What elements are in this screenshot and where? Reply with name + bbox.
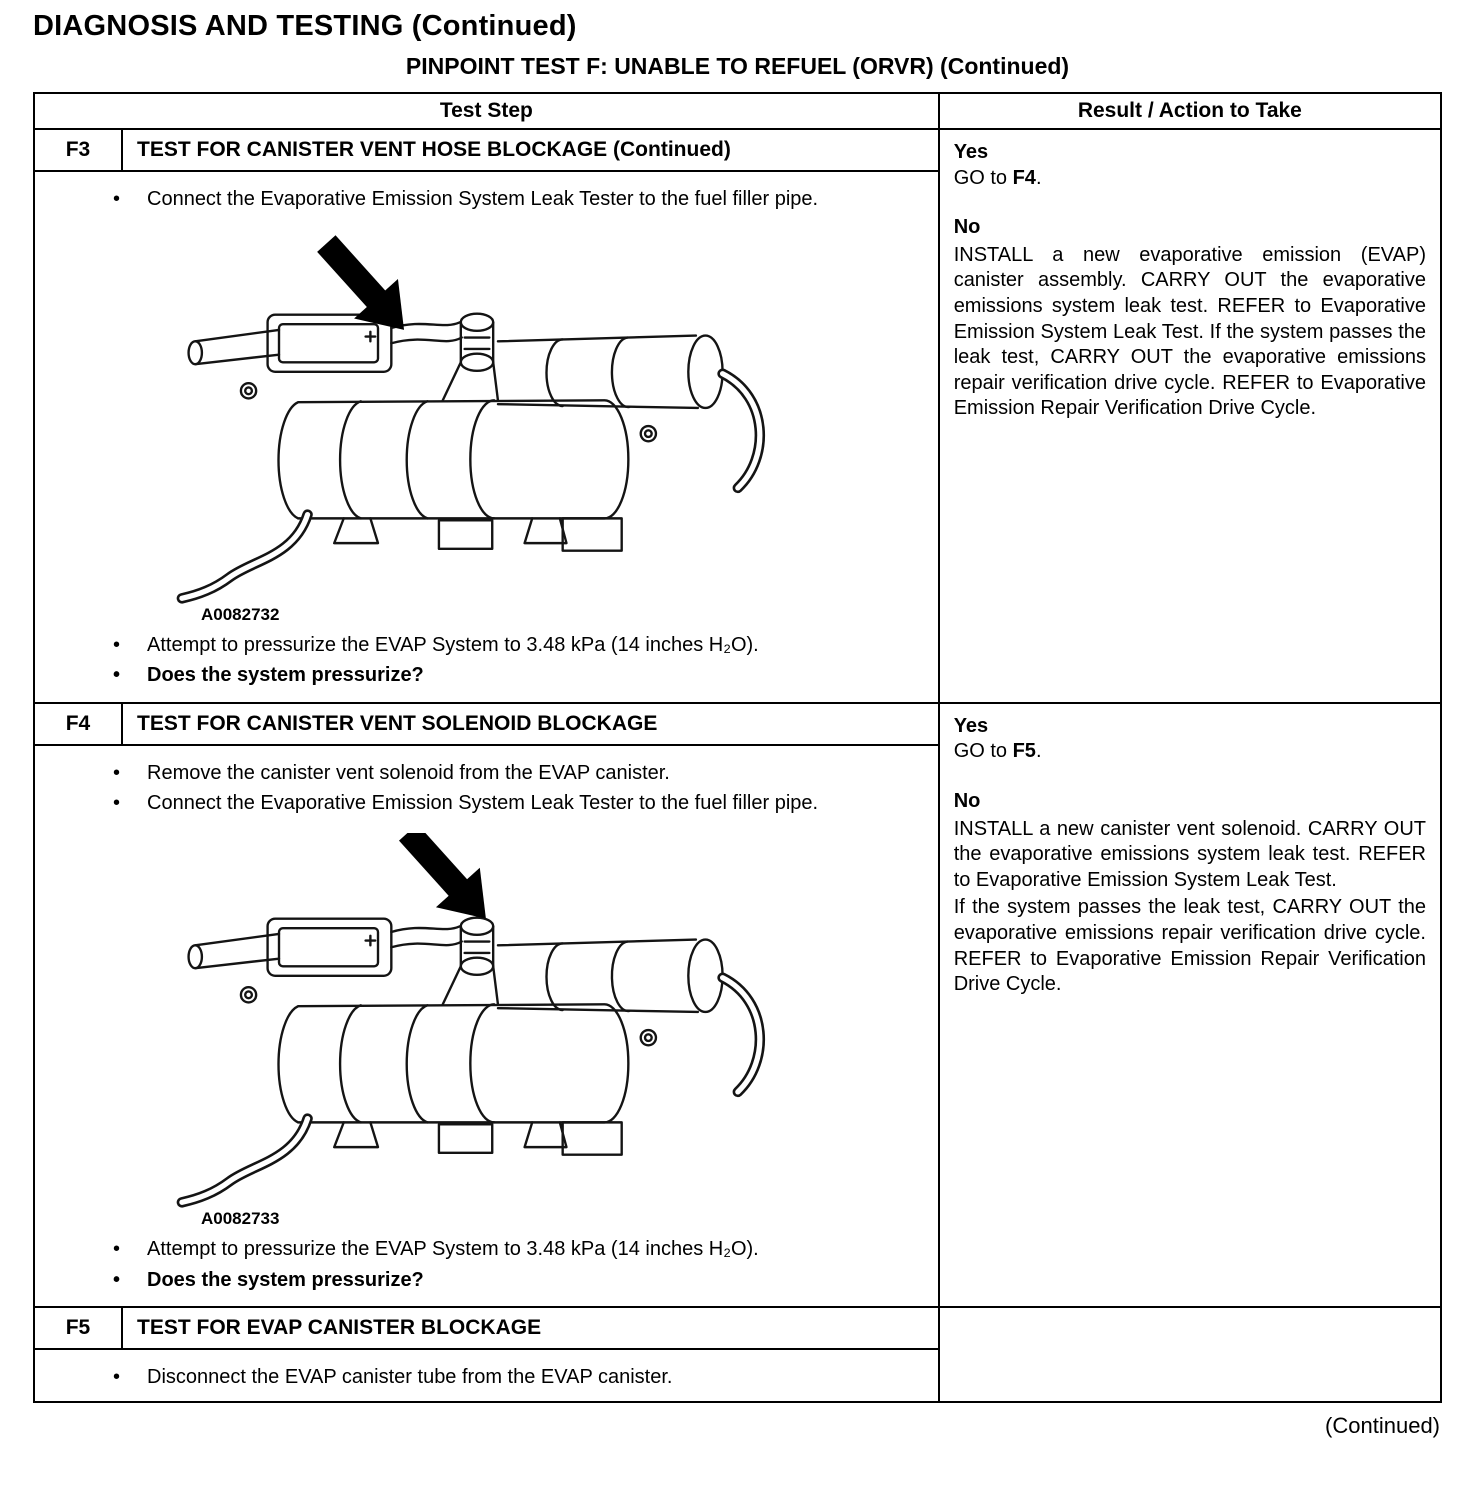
result-content xyxy=(954,714,1426,998)
result-no-label: No xyxy=(953,789,981,812)
column-header-result: Result / Action to Take xyxy=(939,93,1441,129)
bullet-item xyxy=(109,187,930,213)
step-f3-header-row xyxy=(34,129,1441,171)
bullet-text: Does the system pressurize? xyxy=(147,1268,424,1291)
result-no-label: No xyxy=(953,216,981,239)
step-f3-result-cell xyxy=(939,129,1441,703)
bullet-text: Remove the canister vent solenoid from the EVAP canister. xyxy=(147,761,670,784)
step-f3-body-cell xyxy=(34,171,939,703)
pinpoint-test-table xyxy=(33,92,1442,1403)
bullet-icon: • xyxy=(113,664,121,687)
figure-label: A0082732 xyxy=(201,604,280,624)
column-header-test-step: Test Step xyxy=(34,93,939,129)
result-yes-action xyxy=(954,166,1426,192)
bullet-text: Connect the Evaporative Emission System Leak Tester to the fuel filler pipe. xyxy=(147,792,819,815)
step-f5-body-cell xyxy=(34,1349,939,1402)
result-yes-label: Yes xyxy=(953,141,989,163)
pinpoint-test-subtitle: PINPOINT TEST F: UNABLE TO REFUEL (ORVR) (Continued) xyxy=(405,53,1070,79)
goto-suffix: . xyxy=(1035,740,1042,763)
step-title: TEST FOR CANISTER VENT HOSE BLOCKAGE (Continued) xyxy=(137,138,731,161)
step-id: F4 xyxy=(35,704,123,744)
result-no-action: INSTALL a new evaporative emission (EVAP) canister assembly. CARRY OUT the evaporative emissions system leak test. REFER to Evaporative Emission System Leak Test. If the system passes the leak test, CARRY OUT the evaporative emissions repair verification drive cycle. REFER to Evaporative Emission Repair Verification Drive Cycle. xyxy=(953,243,1426,420)
bullet-icon: • xyxy=(113,633,121,656)
step-header xyxy=(35,1308,938,1348)
result-content xyxy=(954,140,1426,422)
step-f4-header-row xyxy=(34,703,1441,745)
step-f4-header-cell xyxy=(34,703,939,745)
continued-note: (Continued) xyxy=(1325,1412,1440,1438)
result-yes-action xyxy=(954,739,1426,765)
step-header xyxy=(35,704,938,744)
step-title: TEST FOR EVAP CANISTER BLOCKAGE xyxy=(137,1316,542,1340)
step-f4-result-cell xyxy=(939,703,1441,1307)
bullet-text: Attempt to pressurize the EVAP System to 3.48 kPa (14 inches H₂O). xyxy=(147,633,759,656)
bullet-item xyxy=(109,1237,930,1263)
step-f3-header-cell xyxy=(34,129,939,171)
step-id: F3 xyxy=(35,130,123,170)
canister-line-art xyxy=(182,313,760,598)
bullet-text: Attempt to pressurize the EVAP System to 3.48 kPa (14 inches H₂O). xyxy=(147,1237,759,1260)
evap-canister-figure-f3 xyxy=(153,229,833,625)
bullet-icon: • xyxy=(113,1268,121,1291)
step-f5-header-row xyxy=(34,1307,1441,1349)
bullet-icon: • xyxy=(113,792,121,815)
bullet-text: Disconnect the EVAP canister tube from the EVAP canister. xyxy=(147,1366,673,1389)
goto-prefix: GO to xyxy=(953,166,1013,189)
result-yes-label: Yes xyxy=(953,714,989,737)
step-f5-header-cell xyxy=(34,1307,939,1349)
bullet-icon: • xyxy=(113,188,121,210)
bullet-icon: • xyxy=(113,1237,121,1260)
step-header xyxy=(35,130,938,170)
bullet-item xyxy=(109,761,930,787)
step-title: TEST FOR CANISTER VENT SOLENOID BLOCKAGE xyxy=(137,711,658,735)
bullet-item-question xyxy=(109,663,930,689)
evap-canister-illustration xyxy=(153,833,801,1209)
bullet-icon: • xyxy=(113,761,121,784)
figure-label: A0082733 xyxy=(201,1208,280,1228)
result-no-action-continued: If the system passes the leak test, CARRY OUT the evaporative emissions repair verification drive cycle. REFER to Evaporative Emission Repair Verification Drive Cycle. xyxy=(953,896,1426,996)
evap-canister-figure-f4 xyxy=(153,833,833,1229)
pointer-arrow-icon xyxy=(386,833,508,938)
goto-suffix: . xyxy=(1035,166,1042,189)
page-title: DIAGNOSIS AND TESTING (Continued) xyxy=(33,10,577,42)
goto-step-ref: F5 xyxy=(1012,740,1036,763)
evap-canister-illustration xyxy=(153,229,801,605)
bullet-item xyxy=(109,633,930,659)
pointer-arrow-icon xyxy=(304,229,426,350)
result-no-action: INSTALL a new canister vent solenoid. CARRY OUT the evaporative emissions system leak test. REFER to Evaporative Emission System Leak Test. xyxy=(953,817,1426,891)
step-id: F5 xyxy=(35,1308,123,1348)
step-f4-body-cell xyxy=(34,745,939,1307)
bullet-item xyxy=(109,1365,930,1391)
bullet-icon: • xyxy=(113,1366,121,1389)
goto-step-ref: F4 xyxy=(1012,166,1036,189)
bullet-item xyxy=(109,791,930,817)
bullet-item-question xyxy=(109,1268,930,1294)
goto-prefix: GO to xyxy=(953,740,1013,763)
table-header-row xyxy=(34,93,1441,129)
bullet-text: Does the system pressurize? xyxy=(147,664,424,687)
step-f5-result-cell xyxy=(939,1307,1441,1402)
bullet-text: Connect the Evaporative Emission System Leak Tester to the fuel filler pipe. xyxy=(147,188,819,210)
